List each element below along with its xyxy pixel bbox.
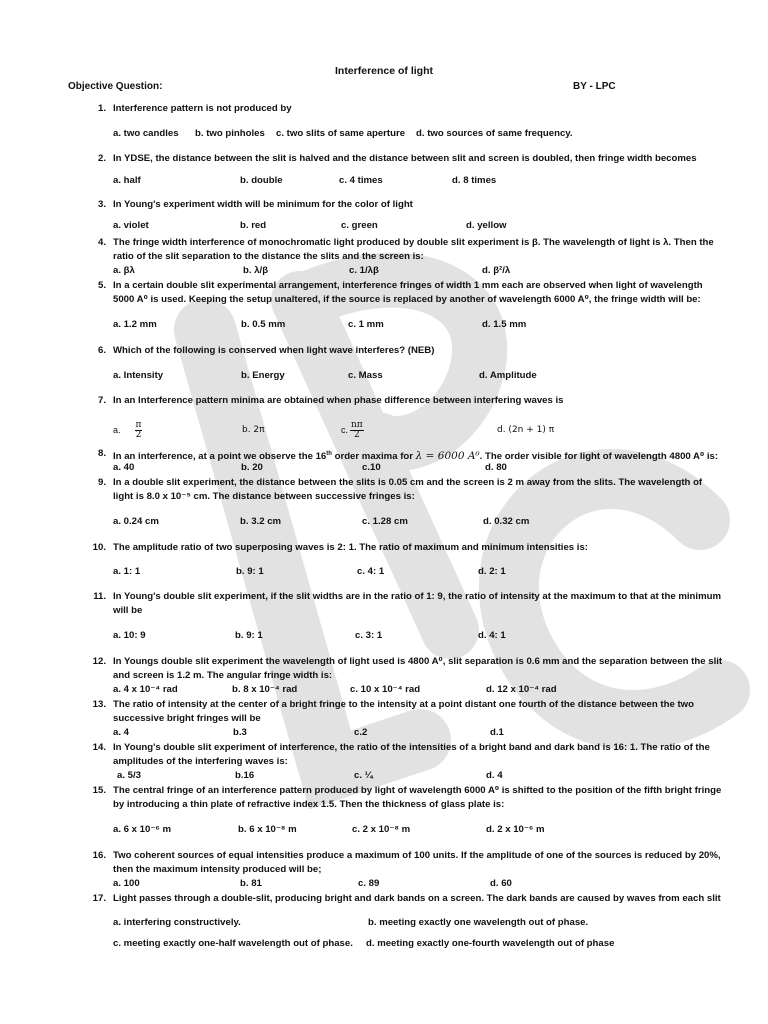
- option-c: c. green: [341, 220, 378, 231]
- question-number: 14.: [92, 742, 106, 753]
- option-d: d. 4: [486, 770, 503, 781]
- option-c: c. Mass: [348, 370, 383, 381]
- option-a: a. 4: [113, 727, 130, 738]
- question-text: In an Interference pattern minima are obtained when phase difference between interfering waves is: [113, 395, 564, 406]
- option-b: b. 81: [240, 878, 262, 889]
- option-c: c. 1 mm: [348, 319, 384, 330]
- question-text: In Young's double slit experiment of interference, the ratio of the intensities of a bright band and dark band is 16: 1. The ratio of the amplitudes of the interfering waves is:: [113, 742, 710, 767]
- option-c: c. 1.28 cm: [362, 516, 408, 527]
- question-number: 5.: [97, 280, 106, 291]
- option-c: c. 89: [358, 878, 380, 889]
- option-d: d. two sources of same frequency.: [416, 128, 573, 139]
- question-text: The ratio of intensity at the center of a bright fringe to the intensity at a point distant one fourth of the distance between the two successive bright fringes will be: [113, 699, 694, 724]
- page-title: Interference of light: [334, 65, 433, 77]
- option-d: d. Amplitude: [479, 370, 537, 381]
- question-number: 3.: [97, 199, 106, 210]
- option-a: a. violet: [113, 220, 149, 231]
- option-b: b. 2π: [242, 425, 265, 435]
- option-c: c. 10 x 10⁻⁴ rad: [350, 684, 421, 695]
- question-text: The fringe width interference of monochromatic light produced by double slit experiment is β. The wavelength of light is λ. Then the ratio of the slit separation to the distance the slits and the screen is:: [113, 237, 714, 262]
- question-text: [113, 447, 725, 464]
- question-text: The central fringe of an interference pattern produced by light of wavelength 6000 A⁰ is shifted to the position of the fifth bright fringe by introducing a thin plate of refractive index 1.5. Then the thickness of glass plate is:: [113, 785, 722, 810]
- option-b: b. 20: [241, 462, 263, 473]
- question-number: 16.: [92, 850, 106, 861]
- text-part: order maxima for: [331, 451, 416, 463]
- superscript: th: [326, 451, 332, 457]
- option-b: b. red: [240, 220, 267, 231]
- option-a: a. 40: [113, 462, 135, 473]
- question-text: The amplitude ratio of two superposing waves is 2: 1. The ratio of maximum and minimum intensities is:: [113, 542, 588, 553]
- question-number: 4.: [97, 237, 106, 248]
- question-text: In Young's double slit experiment, if the slit widths are in the ratio of 1: 9, the ratio of intensity at the maximum to that at the minimum will be: [113, 591, 722, 616]
- question-number: 1.: [97, 103, 106, 114]
- option-d: d.1: [490, 727, 504, 738]
- option-a: a. 5/3: [117, 770, 142, 781]
- option-c: c. meeting exactly one-half wavelength out of phase.: [113, 938, 353, 949]
- option-c-label: c.: [341, 425, 349, 435]
- option-b: b. λ/β: [243, 265, 269, 276]
- option-d: d. meeting exactly one-fourth wavelength out of phase: [366, 938, 615, 949]
- option-b: b. 3.2 cm: [240, 516, 282, 527]
- option-d: d. 12 x 10⁻⁴ rad: [486, 684, 557, 695]
- option-d: d. 8 times: [452, 175, 497, 186]
- option-a: a. 100: [113, 878, 140, 889]
- option-a-label: a.: [113, 425, 121, 435]
- question-number: 12.: [92, 656, 106, 667]
- option-d: d. 60: [490, 878, 512, 889]
- option-b: b. meeting exactly one wavelength out of phase.: [368, 917, 589, 928]
- option-d: d. 4: 1: [478, 630, 506, 641]
- question-number: 9.: [97, 477, 106, 488]
- n-pi-over-2-fraction: [350, 421, 364, 440]
- question-text: Interference pattern is not produced by: [113, 103, 292, 114]
- option-a: a. Intensity: [113, 370, 164, 381]
- option-b: b. two pinholes: [195, 128, 265, 139]
- option-c: c.10: [362, 462, 381, 473]
- option-d: d. 0.32 cm: [483, 516, 530, 527]
- option-d: d. yellow: [466, 220, 507, 231]
- question-number: 7.: [97, 395, 106, 406]
- option-c: c. 3: 1: [355, 630, 383, 641]
- pi-over-2-fraction: [135, 421, 143, 440]
- question-number: 13.: [92, 699, 106, 710]
- question-number: 10.: [92, 542, 106, 553]
- section-heading: Objective Question:: [68, 81, 163, 92]
- option-c: c. two slits of same aperture: [276, 128, 406, 139]
- option-d: d. 2: 1: [478, 566, 506, 577]
- question-number: 17.: [92, 893, 106, 904]
- option-b: b. double: [240, 175, 283, 186]
- option-a: a. 10: 9: [113, 630, 146, 641]
- option-b: b.16: [235, 770, 255, 781]
- option-b: b. 0.5 mm: [241, 319, 286, 330]
- option-a: [113, 418, 142, 442]
- option-b: b. Energy: [241, 370, 285, 381]
- option-b: b. 9: 1: [235, 630, 263, 641]
- option-d: d. β²/λ: [482, 265, 511, 276]
- question-number: 8.: [97, 448, 106, 459]
- option-c: c.2: [354, 727, 368, 738]
- question-text: Two coherent sources of equal intensities produce a maximum of 100 units. If the amplitude of one of the sources is reduced by 20%, then the maximum intensity produced will be;: [113, 850, 721, 875]
- option-d: d. 2 x 10⁻⁶ m: [486, 824, 545, 835]
- question-number: 15.: [92, 785, 106, 796]
- fraction-numerator: nπ: [351, 419, 363, 430]
- option-c: c. 4 times: [339, 175, 383, 186]
- question-text: Light passes through a double-slit, producing bright and dark bands on a screen. The dark bands are caused by waves from each slit: [113, 893, 721, 904]
- author-label: BY - LPC: [573, 81, 616, 92]
- option-a: a. 6 x 10⁻⁶ m: [113, 824, 172, 835]
- question-text: In a double slit experiment, the distance between the slits is 0.05 cm and the screen is 2 m away from the slits. The wavelength of light is 8.0 x 10⁻⁵ cm. The distance between successive fringes is:: [113, 477, 703, 502]
- text-part: . The order visible for light of wavelength 4800 A⁰ is:: [479, 451, 719, 463]
- question-text: In Young's experiment width will be minimum for the color of light: [113, 199, 413, 210]
- option-d: d. 80: [485, 462, 507, 473]
- option-a: a. 1: 1: [113, 566, 141, 577]
- fraction-numerator: π: [135, 419, 142, 430]
- option-d: d. 1.5 mm: [482, 319, 527, 330]
- question-text: In YDSE, the distance between the slit is halved and the distance between slit and screen is doubled, then fringe width becomes: [113, 153, 697, 164]
- question-text: In Youngs double slit experiment the wavelength of light used is 4800 A⁰, slit separation is 0.6 mm and the separation between the slit and screen is 1.2 m. The angular fringe width is:: [113, 656, 723, 681]
- question-number: 6.: [97, 345, 106, 356]
- question-number: 2.: [97, 153, 106, 164]
- option-a: a. half: [113, 175, 141, 186]
- option-a: a. βλ: [113, 265, 135, 276]
- option-b: b. 9: 1: [236, 566, 264, 577]
- option-a: a. 0.24 cm: [113, 516, 159, 527]
- option-a: a. two candles: [113, 128, 179, 139]
- option-c: c. 1/λβ: [349, 265, 379, 276]
- fraction-denominator: 2: [135, 429, 142, 440]
- math-expression: λ = 6000 A⁰: [415, 450, 480, 463]
- fraction-denominator: 2: [354, 429, 360, 440]
- option-c: c. 4: 1: [357, 566, 385, 577]
- option-c: c. 2 x 10⁻⁸ m: [352, 824, 411, 835]
- option-d: d. (2n + 1) π: [497, 425, 555, 435]
- option-c: [341, 418, 364, 442]
- option-a: a. 4 x 10⁻⁴ rad: [113, 684, 178, 695]
- text-part: In an interference, at a point we observe the 16: [113, 451, 327, 463]
- question-number: 11.: [93, 591, 106, 602]
- option-b: b.3: [233, 727, 247, 738]
- option-b: b. 8 x 10⁻⁴ rad: [232, 684, 298, 695]
- option-c: c. ¼: [354, 770, 373, 781]
- question-text: Which of the following is conserved when light wave interferes? (NEB): [113, 345, 435, 356]
- option-a: a. 1.2 mm: [113, 319, 157, 330]
- option-b: b. 6 x 10⁻⁸ m: [238, 824, 297, 835]
- question-text: In a certain double slit experimental arrangement, interference fringes of width 1 mm each are observed when light of wavelength 5000 A⁰ is used. Keeping the setup unaltered, if the source is replaced by another of wavelength 6000 A⁰, the fringe width will be:: [113, 280, 703, 305]
- option-a: a. interfering constructively.: [113, 917, 241, 928]
